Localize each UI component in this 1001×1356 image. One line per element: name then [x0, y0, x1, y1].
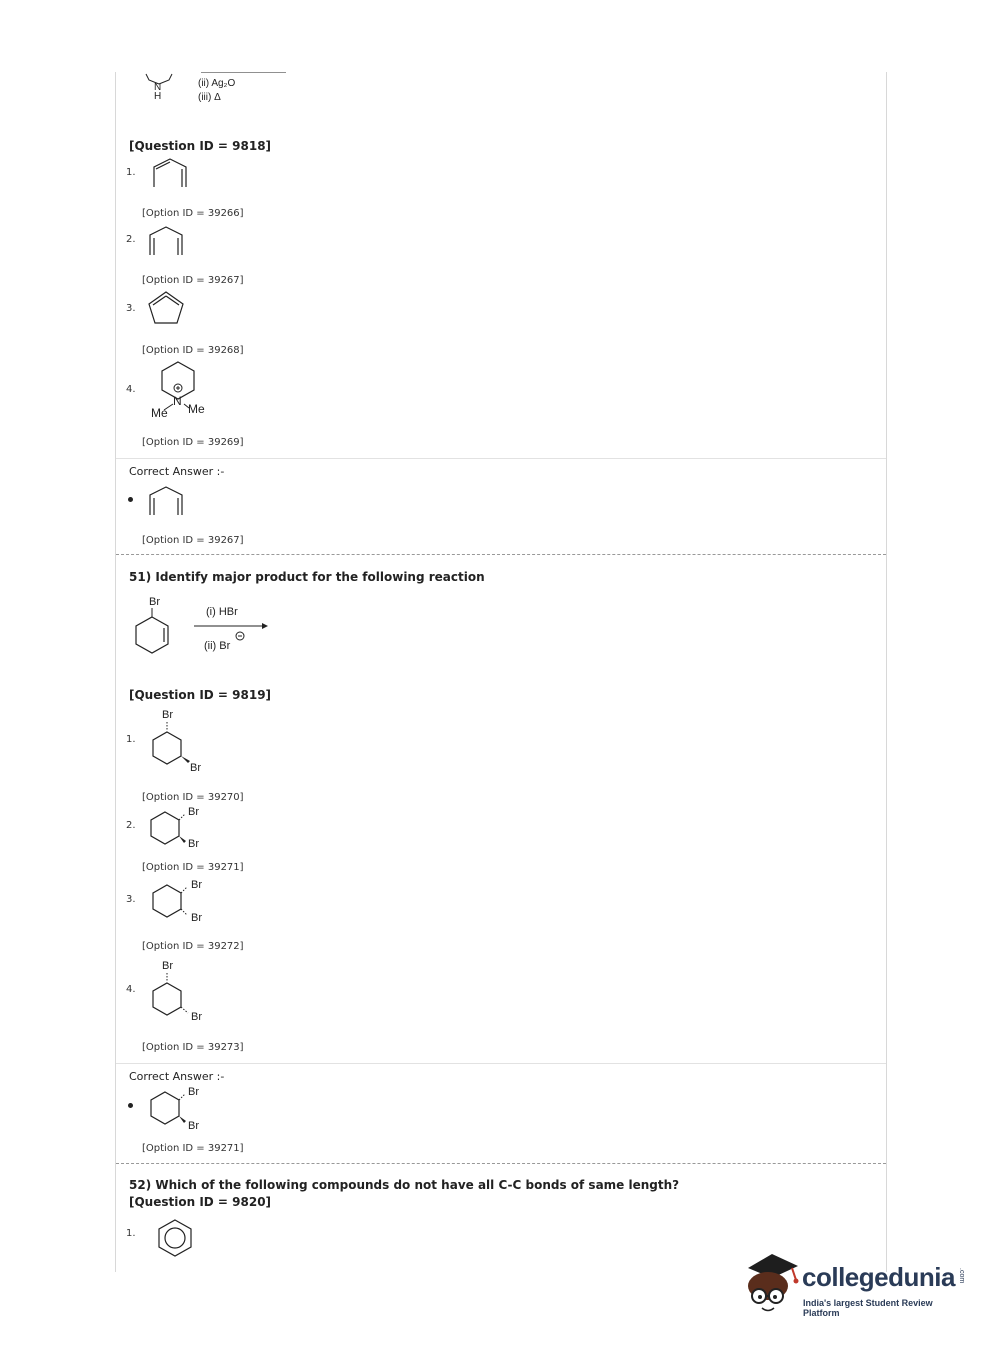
option-id: [Option ID = 39273]: [142, 1042, 244, 1053]
divider: [116, 1063, 886, 1064]
brand-tld: .com: [958, 1268, 965, 1284]
question-text: 52) Which of the following compounds do not have all C-C bonds of same length?: [129, 1178, 680, 1192]
svg-text:Br: Br: [162, 709, 173, 721]
option-number: 1.: [126, 734, 136, 745]
question-divider: [116, 554, 886, 555]
dibromocyclohexane-structure: [148, 956, 208, 1026]
dibromocyclohexane-structure: [148, 804, 208, 854]
correct-option-id: [Option ID = 39267]: [142, 535, 244, 546]
reagent-iii: (iii) Δ: [198, 92, 221, 103]
svg-text:Br: Br: [188, 838, 199, 850]
correct-answer-label: Correct Answer :-: [129, 1070, 225, 1083]
option-id: [Option ID = 39271]: [142, 862, 244, 873]
brand-logo[interactable]: [742, 1250, 967, 1322]
dibromocyclohexane-structure: [148, 704, 208, 774]
option-id: [Option ID = 39269]: [142, 437, 244, 448]
svg-text:Br: Br: [191, 879, 202, 891]
divider: [116, 458, 886, 459]
bromo-label: Br: [149, 596, 160, 608]
svg-text:Br: Br: [188, 1086, 199, 1098]
svg-text:H: H: [154, 91, 162, 102]
methyl-label: Me: [151, 406, 168, 420]
option-id: [Option ID = 39270]: [142, 792, 244, 803]
piperidinium-structure: [146, 360, 216, 422]
option-number: 1.: [126, 1228, 136, 1239]
cyclopentadiene-structure: [146, 290, 188, 326]
reagent-label: (i) HBr: [206, 606, 238, 618]
option-number: 2.: [126, 820, 136, 831]
option-number: 4.: [126, 984, 136, 995]
option-id: [Option ID = 39267]: [142, 275, 244, 286]
option-number: 3.: [126, 894, 136, 905]
option-number: 2.: [126, 234, 136, 245]
methyl-label: Me: [188, 402, 205, 416]
correct-answer-structure: [147, 485, 187, 519]
correct-answer-label: Correct Answer :-: [129, 465, 225, 478]
svg-text:Br: Br: [188, 1120, 199, 1132]
question-text: 51) Identify major product for the following reaction: [129, 570, 485, 584]
reaction-scheme: [134, 592, 274, 662]
exam-page: [115, 72, 887, 1272]
brand-name: collegedunia: [802, 1262, 955, 1292]
dibromocyclohexane-structure: [150, 877, 210, 927]
correct-option-id: [Option ID = 39271]: [142, 1143, 244, 1154]
diene-structure: [151, 157, 191, 191]
svg-text:Br: Br: [188, 806, 199, 818]
svg-text:Br: Br: [190, 762, 201, 774]
option-id: [Option ID = 39272]: [142, 941, 244, 952]
question-id: [Question ID = 9818]: [129, 139, 272, 153]
option-number: 3.: [126, 303, 136, 314]
reagent-label: (ii) Br: [204, 640, 231, 652]
diene-structure: [147, 225, 187, 259]
svg-text:Br: Br: [162, 960, 173, 972]
svg-text:Br: Br: [191, 912, 202, 924]
option-number: 1.: [126, 167, 136, 178]
svg-text:Br: Br: [191, 1011, 202, 1023]
option-id: [Option ID = 39266]: [142, 208, 244, 219]
answer-bullet: [128, 1103, 133, 1108]
question-divider: [116, 1163, 886, 1164]
svg-text:N: N: [154, 82, 162, 93]
option-number: 4.: [126, 384, 136, 395]
mascot-icon: [742, 1250, 802, 1320]
benzene-structure: [156, 1218, 196, 1258]
option-id: [Option ID = 39268]: [142, 345, 244, 356]
nitrogen-label: N: [173, 394, 182, 408]
answer-bullet: [128, 497, 133, 502]
correct-answer-structure: [148, 1084, 208, 1134]
brand-tagline: India's largest Student Review Platform: [803, 1298, 933, 1318]
question-id: [Question ID = 9820]: [129, 1195, 272, 1209]
reagent-ii: (ii) Ag₂O: [198, 78, 236, 89]
question-id: [Question ID = 9819]: [129, 688, 272, 702]
